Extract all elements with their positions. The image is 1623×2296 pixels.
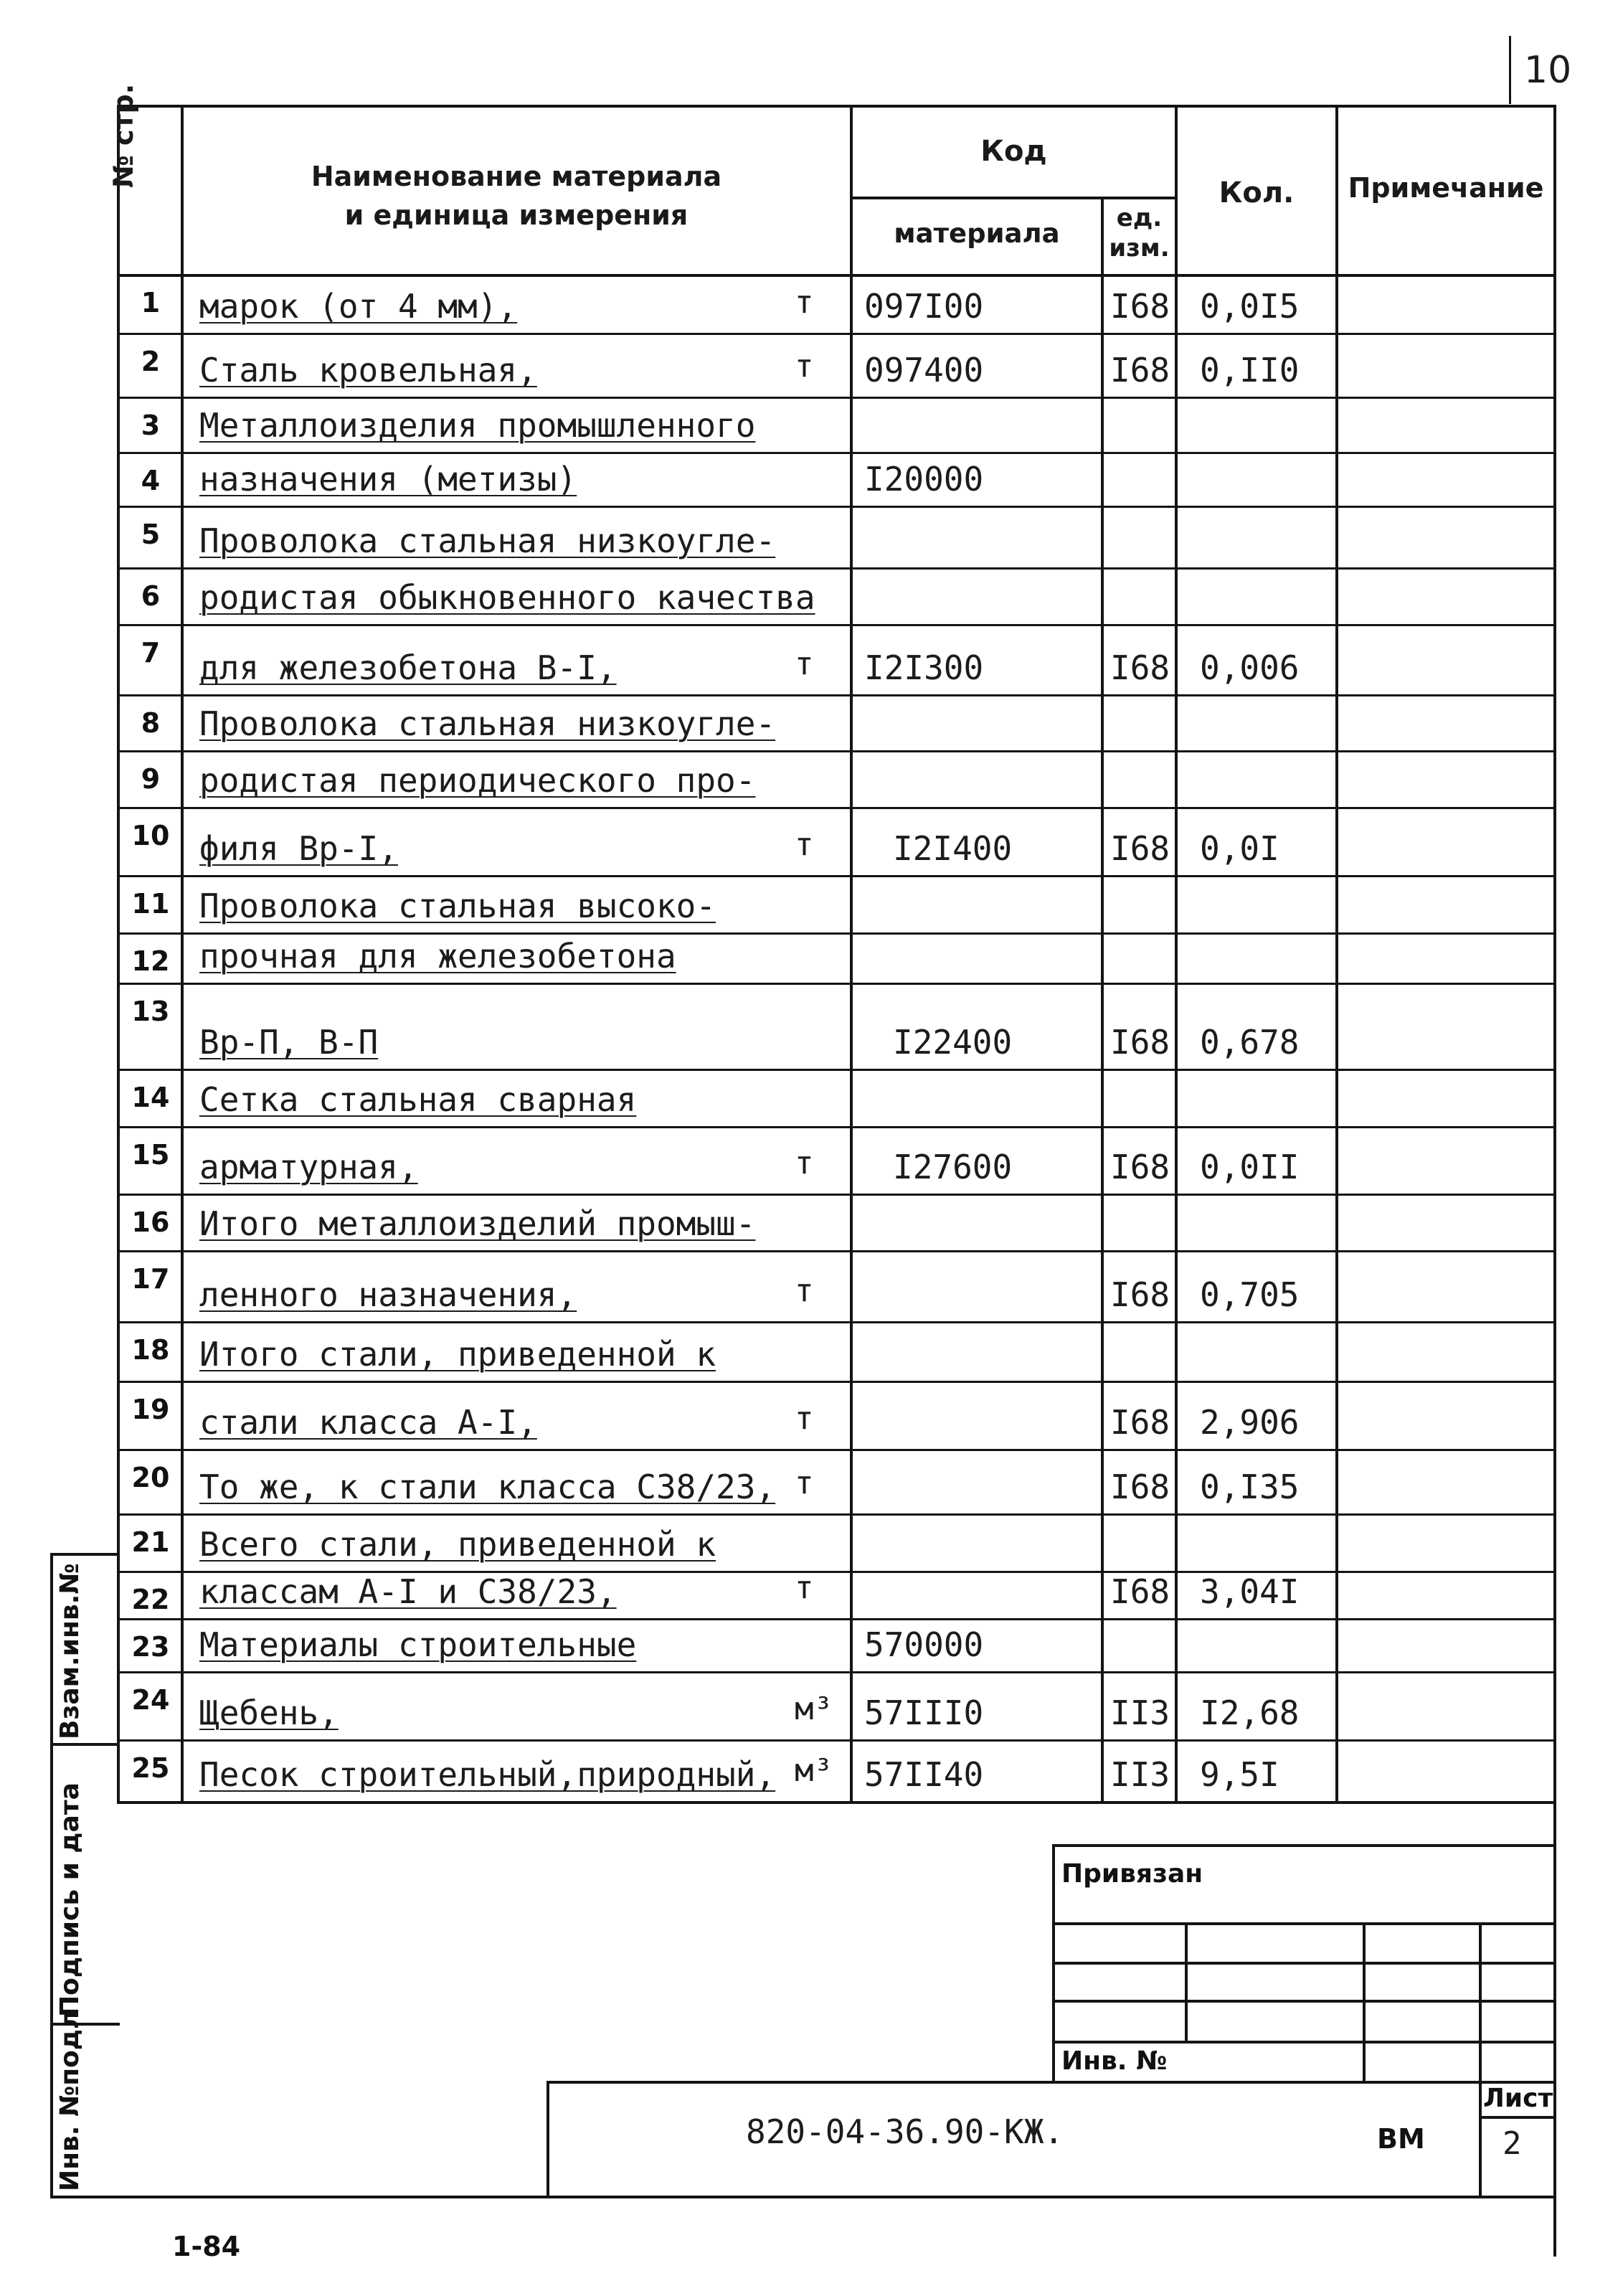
row-line <box>117 1069 1556 1071</box>
row-unit-code: I68 <box>1110 829 1170 868</box>
row-unit-code: I68 <box>1110 1148 1170 1186</box>
row-name: родистая периодического про- <box>199 761 756 800</box>
side-stamp-vzam-inv: Взам.инв.№ <box>55 1563 85 1739</box>
row-number: 5 <box>141 519 161 550</box>
col-code-line <box>1175 105 1178 1801</box>
row-name: для железобетона В-I, <box>199 648 617 687</box>
row-name: назначения (метизы) <box>199 460 577 499</box>
row-material-code: 097I00 <box>864 287 984 326</box>
header-code-unit-2: изм. <box>1109 234 1170 263</box>
frame-top-line <box>117 105 1556 108</box>
row-name: Итого металлоизделий промыш- <box>199 1204 756 1243</box>
row-number: 18 <box>131 1334 170 1366</box>
row-quantity: 0,678 <box>1200 1023 1300 1062</box>
header-num: № стр. <box>108 83 139 188</box>
row-material-code: I27600 <box>893 1148 1013 1186</box>
row-unit-code: I68 <box>1110 1275 1170 1314</box>
row-number: 25 <box>131 1752 170 1784</box>
row-number: 7 <box>141 637 161 669</box>
tb-col-1 <box>1185 1922 1188 2041</box>
row-number: 16 <box>131 1206 170 1238</box>
tb-top-line <box>1052 1844 1556 1847</box>
row-line <box>117 750 1556 752</box>
row-number: 12 <box>131 945 170 977</box>
side-stamp-podpis-data: Подпись и дата <box>55 1782 85 2017</box>
row-name: Итого стали, приведенной к <box>199 1335 716 1374</box>
row-unit: т <box>795 826 814 863</box>
row-material-code: 57II40 <box>864 1755 984 1794</box>
row-line <box>117 567 1556 570</box>
tb-sheet-line <box>1479 2116 1556 2119</box>
row-name: Всего стали, приведенной к <box>199 1525 716 1564</box>
tb-col-2 <box>1363 1922 1366 2081</box>
tb-privyazan: Привязан <box>1061 1859 1203 1889</box>
frame-bottom-line <box>50 2196 1556 2198</box>
row-name: Песок строительный,природный, <box>199 1755 776 1794</box>
header-code: Код <box>980 135 1047 168</box>
header-qty: Кол. <box>1219 176 1295 209</box>
footer-code: 1-84 <box>172 2231 241 2262</box>
row-unit: т <box>795 646 814 682</box>
tb-inv-no: Инв. № <box>1061 2046 1168 2076</box>
row-unit-code: I68 <box>1110 351 1170 389</box>
row-number: 11 <box>131 888 170 920</box>
page-number-tick <box>1509 36 1511 104</box>
row-material-code: 097400 <box>864 351 984 389</box>
row-line <box>117 694 1556 696</box>
row-quantity: 0,705 <box>1200 1275 1300 1314</box>
row-quantity: 0,0I5 <box>1200 287 1300 326</box>
header-note: Примечание <box>1348 172 1544 204</box>
side-stamp-div1 <box>50 1743 120 1746</box>
row-unit-code: I68 <box>1110 1403 1170 1442</box>
row-quantity: 3,04I <box>1200 1572 1300 1611</box>
row-quantity: 0,006 <box>1200 648 1300 687</box>
row-unit-code: I68 <box>1110 1572 1170 1611</box>
row-unit: т <box>795 1145 814 1181</box>
row-number: 6 <box>141 580 161 612</box>
header-bottom-line <box>117 274 1556 277</box>
row-line <box>117 1194 1556 1196</box>
row-number: 20 <box>131 1462 170 1493</box>
row-name: арматурная, <box>199 1148 418 1186</box>
tb-section: ВМ <box>1377 2123 1425 2155</box>
row-number: 24 <box>131 1684 170 1716</box>
row-line <box>117 1739 1556 1742</box>
row-number: 17 <box>131 1263 170 1295</box>
row-name: Металлоизделия промышленного <box>199 406 756 445</box>
row-number: 19 <box>131 1394 170 1425</box>
code-sub-line <box>850 197 1175 199</box>
table-bottom-line <box>117 1801 1556 1804</box>
row-line <box>117 1250 1556 1252</box>
tb-sheet-number: 2 <box>1503 2125 1522 2162</box>
row-number: 2 <box>141 346 161 377</box>
row-name: марок (от 4 мм), <box>199 287 518 326</box>
tb-col-3 <box>1479 1922 1482 2198</box>
header-name-line1: Наименование материала <box>311 161 722 192</box>
row-line <box>117 452 1556 454</box>
tb-sheet-label: Лист <box>1483 2084 1553 2113</box>
row-line <box>117 1671 1556 1673</box>
row-material-code: I2I400 <box>893 829 1013 868</box>
row-line <box>117 1618 1556 1620</box>
row-line <box>117 1321 1556 1323</box>
row-name: Проволока стальная низкоугле- <box>199 521 776 560</box>
row-unit-code: II3 <box>1110 1755 1170 1794</box>
row-unit: м³ <box>795 1691 833 1727</box>
row-name: родистая обыкновенного качества <box>199 578 815 617</box>
row-name: Щебень, <box>199 1693 339 1732</box>
row-line <box>117 1449 1556 1451</box>
row-number: 23 <box>131 1631 170 1663</box>
header-name-line2: и единица измерения <box>344 199 689 231</box>
row-number: 4 <box>141 465 161 496</box>
row-line <box>117 624 1556 626</box>
frame-right-line <box>1553 105 1556 2257</box>
col-name-line <box>850 105 853 1801</box>
row-name: То же, к стали класса С38/23, <box>199 1468 776 1506</box>
row-number: 1 <box>141 287 161 318</box>
row-name: ленного назначения, <box>199 1275 577 1314</box>
row-number: 22 <box>131 1584 170 1615</box>
row-name: филя Вр-I, <box>199 829 398 868</box>
row-quantity: 0,I35 <box>1200 1468 1300 1506</box>
row-quantity: 0,0II <box>1200 1148 1300 1186</box>
row-unit-code: I68 <box>1110 287 1170 326</box>
row-line <box>117 1126 1556 1128</box>
row-line <box>117 1381 1556 1383</box>
row-unit: т <box>795 1400 814 1437</box>
row-name: стали класса А-I, <box>199 1403 537 1442</box>
row-name: классам А-I и С38/23, <box>199 1572 617 1611</box>
row-name: Сталь кровельная, <box>199 351 537 389</box>
side-stamp-inv-podl: Инв. №подл <box>55 2010 85 2191</box>
side-stamp-top-line <box>50 1553 120 1556</box>
row-unit: т <box>795 1465 814 1501</box>
row-line <box>117 875 1556 877</box>
row-material-code: 570000 <box>864 1625 984 1664</box>
row-material-code: I2I300 <box>864 648 984 687</box>
col-material-line <box>1101 197 1104 1801</box>
col-qty-line <box>1335 105 1338 1801</box>
col-num-line <box>181 105 184 1801</box>
row-unit: т <box>795 284 814 321</box>
row-unit-code: I68 <box>1110 1023 1170 1062</box>
row-number: 10 <box>131 820 170 851</box>
page-number: 10 <box>1524 49 1572 92</box>
row-unit: т <box>795 1272 814 1309</box>
row-name: Проволока стальная высоко- <box>199 887 716 925</box>
row-quantity: 0,0I <box>1200 829 1279 868</box>
row-number: 3 <box>141 410 161 441</box>
row-line <box>117 333 1556 335</box>
row-number: 14 <box>131 1082 170 1113</box>
row-line <box>117 983 1556 985</box>
row-name: Проволока стальная низкоугле- <box>199 704 776 743</box>
row-name: прочная для железобетона <box>199 937 676 975</box>
row-name: Материалы строительные <box>199 1625 637 1664</box>
frame-left-line <box>117 105 120 1801</box>
row-line <box>117 397 1556 399</box>
row-unit-code: II3 <box>1110 1693 1170 1732</box>
row-line <box>117 807 1556 809</box>
row-line <box>117 1513 1556 1516</box>
row-name: Вр-П, В-П <box>199 1023 379 1062</box>
tb-doc-code: 820-04-36.90-КЖ. <box>746 2112 1064 2151</box>
row-number: 8 <box>141 707 161 739</box>
row-unit: т <box>795 348 814 384</box>
row-unit: м³ <box>795 1752 833 1789</box>
tb-main-top-line <box>546 2081 1556 2084</box>
row-material-code: 57III0 <box>864 1693 984 1732</box>
row-material-code: I22400 <box>893 1023 1013 1062</box>
row-number: 13 <box>131 996 170 1027</box>
row-unit-code: I68 <box>1110 1468 1170 1506</box>
row-number: 15 <box>131 1139 170 1171</box>
header-code-material: материала <box>894 218 1060 249</box>
row-unit-code: I68 <box>1110 648 1170 687</box>
row-material-code: I20000 <box>864 460 984 499</box>
row-number: 21 <box>131 1526 170 1558</box>
row-quantity: I2,68 <box>1200 1693 1300 1732</box>
row-name: Сетка стальная сварная <box>199 1080 637 1119</box>
row-quantity: 0,II0 <box>1200 351 1300 389</box>
tb-main-left-line <box>546 2081 549 2198</box>
row-line <box>117 506 1556 508</box>
row-line <box>117 932 1556 935</box>
row-quantity: 9,5I <box>1200 1755 1279 1794</box>
header-code-unit-1: ед. <box>1116 204 1163 232</box>
row-unit: т <box>795 1569 814 1606</box>
row-number: 9 <box>141 763 161 795</box>
side-stamp-left-line <box>50 1553 53 2198</box>
row-quantity: 2,906 <box>1200 1403 1300 1442</box>
